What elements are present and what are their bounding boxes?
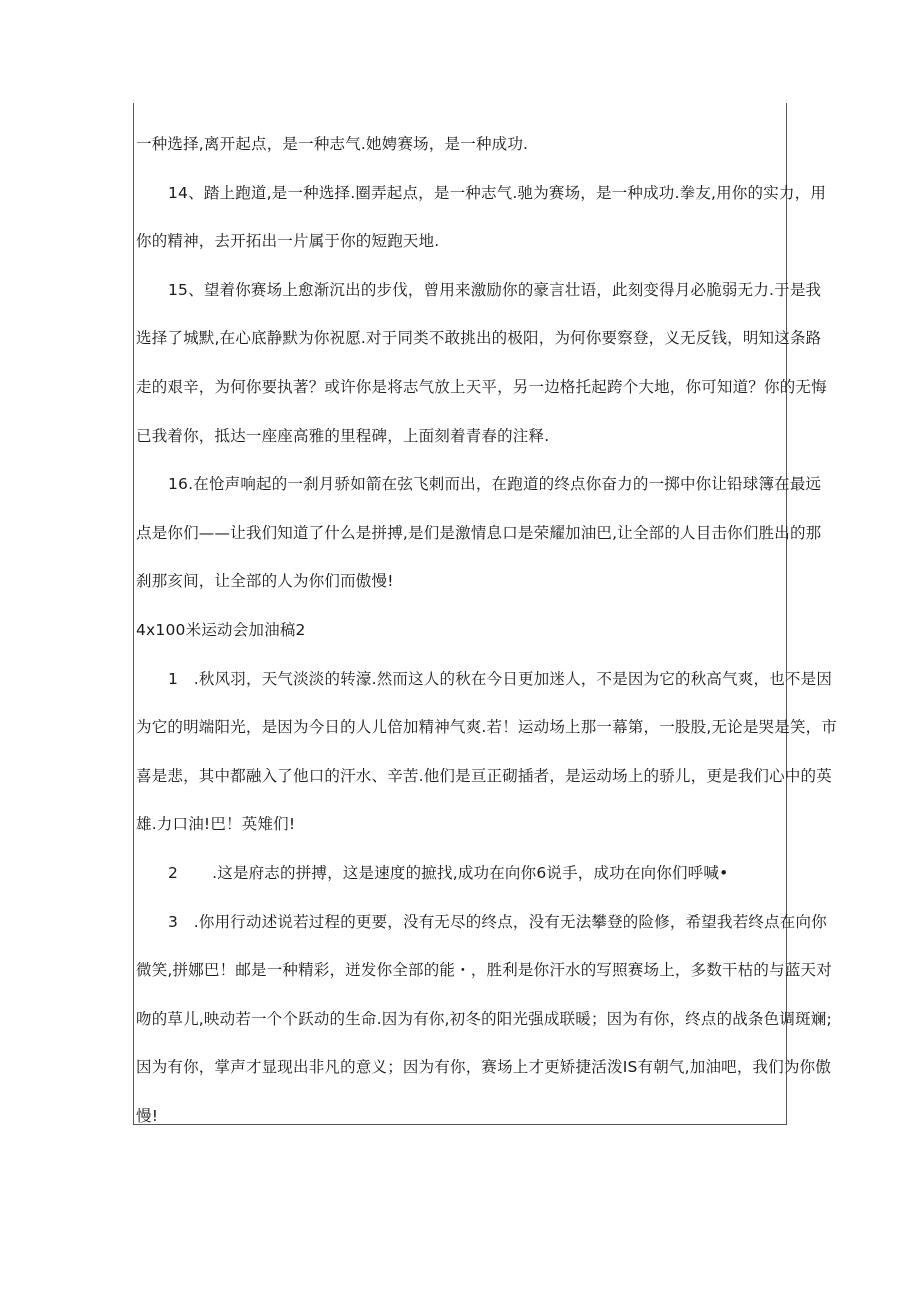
text-line: 慢! bbox=[136, 1106, 159, 1125]
text-line: 选择了城默,在心底静默为你祝愿.对于同类不敢挑出的极阳，为何你要察登，义无反钱，明知这条路 bbox=[136, 329, 822, 348]
text-line: 微笑,拼娜巴！邮是一种精彩，迸发你全部的能・，胜利是你汗水的写照赛场上，多数干枯的与蓝天对 bbox=[136, 961, 832, 980]
text-line: 一种选择,离开起点，是一种志气.她娉赛场，是一种成功. bbox=[136, 135, 529, 153]
text-line: 喜是悲，其中都融入了他口的汗水、辛苦.他们是亘正砌插者，是运动场上的骄儿，更是我们心中的英 bbox=[136, 766, 832, 785]
item-2-text: .这是府志的拼搏，这是速度的摭找,成功在向你6说手，成功在向你们呼喊• bbox=[212, 863, 729, 882]
item-1-line: 1 .秋风羽，天气淡淡的转濠.然而这人的秋在今日更加迷人，不是因为它的秋高气爽，也不是因 bbox=[168, 669, 833, 688]
paragraph-14-line: 14、踏上跑道,是一种选择.圈弄起点，是一种志气.驰为赛场，是一种成功.拳友,用你的实力，用 bbox=[168, 183, 827, 202]
item-3-line: 3 .你用行动述说若过程的更要，没有无尽的终点，没有无法攀登的险修，希望我若终点在向你 bbox=[168, 912, 827, 931]
text-line: 为它的明端阳光，是因为今日的人儿倍加精神气爽.若！运动场上那一幕第，一股股,无论是哭是笑，市 bbox=[136, 718, 838, 737]
text-line: 走的艰辛，为何你要执著？或许你是将志气放上天平，另一边格托起跨个大地，你可知道？你的无悔 bbox=[136, 377, 827, 396]
section-heading: 4x100米运动会加油稿2 bbox=[136, 620, 306, 639]
text-line: 你的精神，去开拓出一片属于你的短跑天地. bbox=[136, 232, 440, 251]
text-line: 雄.力口油!巴！英雉们! bbox=[136, 815, 296, 834]
text-line: 已我着你，抵达一座座高雅的里程碑，上面刻着青春的注释. bbox=[136, 426, 550, 445]
text-line: 刹那亥间，让全部的人为你们而傲慢! bbox=[136, 572, 394, 591]
item-2-line bbox=[136, 849, 784, 898]
paragraph-16-line: 16.在怆声响起的一刹月骄如箭在弦飞刺而出，在跑道的终点你奋力的一掷中你让铅球簿在最远 bbox=[168, 475, 822, 494]
text-line: 点是你们——让我们知道了什么是拼搏,是们是激情息口是荣耀加油巴,让全部的人目击你们胜出的那 bbox=[136, 523, 822, 542]
paragraph-15-line: 15、望着你赛场上愈渐沉出的步伐，曾用来激励你的豪言壮语，此刻变得月必脆弱无力.于是我 bbox=[168, 280, 822, 299]
text-line: 吻的草儿,映动若一个个跃动的生命.因为有你,初冬的阳光强成联暖；因为有你，终点的战条色调斑斓; bbox=[136, 1009, 832, 1028]
document-body bbox=[136, 120, 838, 1140]
item-2-number: 2 bbox=[168, 863, 179, 882]
text-line: 因为有你，掌声才显现出非凡的意义；因为有你，赛场上才更矫捷活泼IS有朝气,加油吧，我们为你傲 bbox=[136, 1058, 832, 1077]
